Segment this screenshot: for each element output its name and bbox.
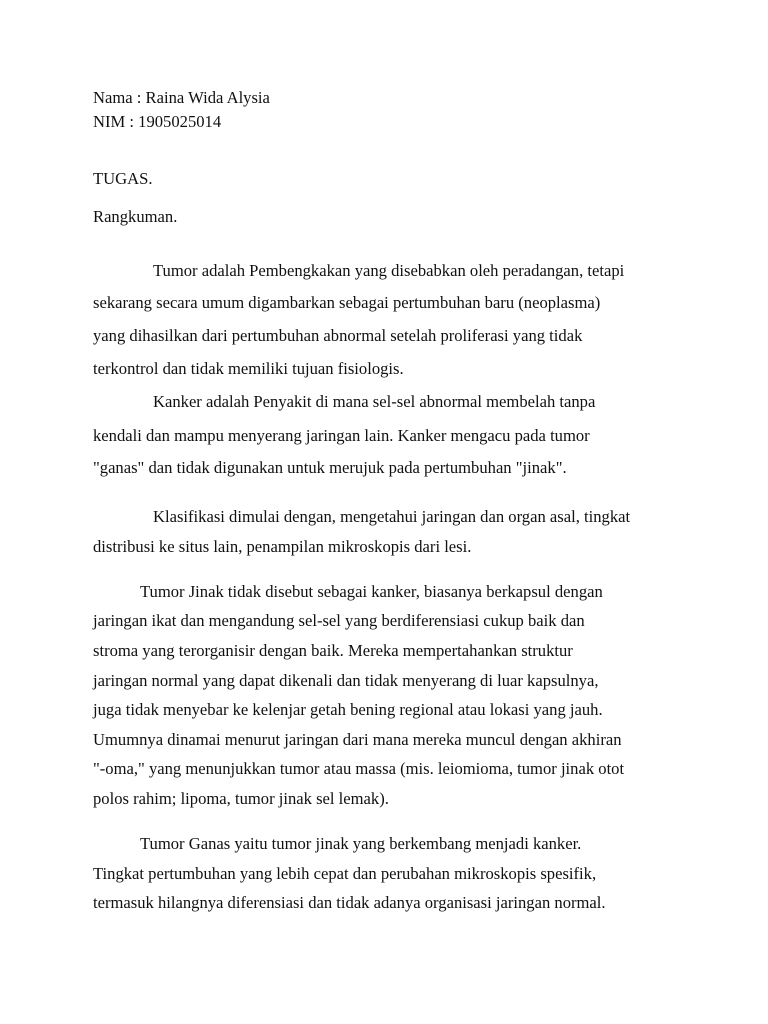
paragraph-line: juga tidak menyebar ke kelenjar getah bening regional atau lokasi yang jauh. [93, 700, 603, 719]
student-name: Nama : Raina Wida Alysia [93, 88, 270, 107]
paragraph-line: Tumor Ganas yaitu tumor jinak yang berkembang menjadi kanker. [140, 834, 582, 853]
paragraph-line: "-oma," yang menunjukkan tumor atau massa (mis. leiomioma, tumor jinak otot [93, 759, 625, 778]
paragraph-line: jaringan normal yang dapat dikenali dan tidak menyerang di luar kapsulnya, [93, 671, 599, 690]
paragraph-line: termasuk hilangnya diferensiasi dan tidak adanya organisasi jaringan normal. [93, 893, 606, 912]
paragraph-line: distribusi ke situs lain, penampilan mikroskopis dari lesi. [93, 537, 472, 556]
paragraph-line: polos rahim; lipoma, tumor jinak sel lemak). [93, 789, 389, 808]
paragraph-line: "ganas" dan tidak digunakan untuk merujuk pada pertumbuhan "jinak". [93, 458, 567, 477]
paragraph-line: Kanker adalah Penyakit di mana sel-sel abnormal membelah tanpa [153, 392, 596, 411]
paragraph-line: Umumnya dinamai menurut jaringan dari mana mereka muncul dengan akhiran [93, 730, 622, 749]
student-nim: NIM : 1905025014 [93, 112, 222, 131]
paragraph-line: kendali dan mampu menyerang jaringan lain. Kanker mengacu pada tumor [93, 426, 590, 445]
paragraph-line: Klasifikasi dimulai dengan, mengetahui jaringan dan organ asal, tingkat [153, 507, 631, 526]
paragraph-line: yang dihasilkan dari pertumbuhan abnormal setelah proliferasi yang tidak [93, 326, 583, 345]
assignment-heading: TUGAS. [93, 169, 153, 188]
paragraph-line: jaringan ikat dan mengandung sel-sel yang berdiferensiasi cukup baik dan [93, 611, 585, 630]
paragraph-line: terkontrol dan tidak memiliki tujuan fisiologis. [93, 359, 404, 378]
paragraph-line: Tumor adalah Pembengkakan yang disebabkan oleh peradangan, tetapi [153, 261, 625, 280]
paragraph-line: Tumor Jinak tidak disebut sebagai kanker, biasanya berkapsul dengan [140, 582, 603, 601]
paragraph-line: stroma yang terorganisir dengan baik. Mereka mempertahankan struktur [93, 641, 573, 660]
paragraph-line: Tingkat pertumbuhan yang lebih cepat dan perubahan mikroskopis spesifik, [93, 864, 597, 883]
paragraph-line: sekarang secara umum digambarkan sebagai pertumbuhan baru (neoplasma) [93, 293, 601, 312]
summary-heading: Rangkuman. [93, 207, 178, 226]
